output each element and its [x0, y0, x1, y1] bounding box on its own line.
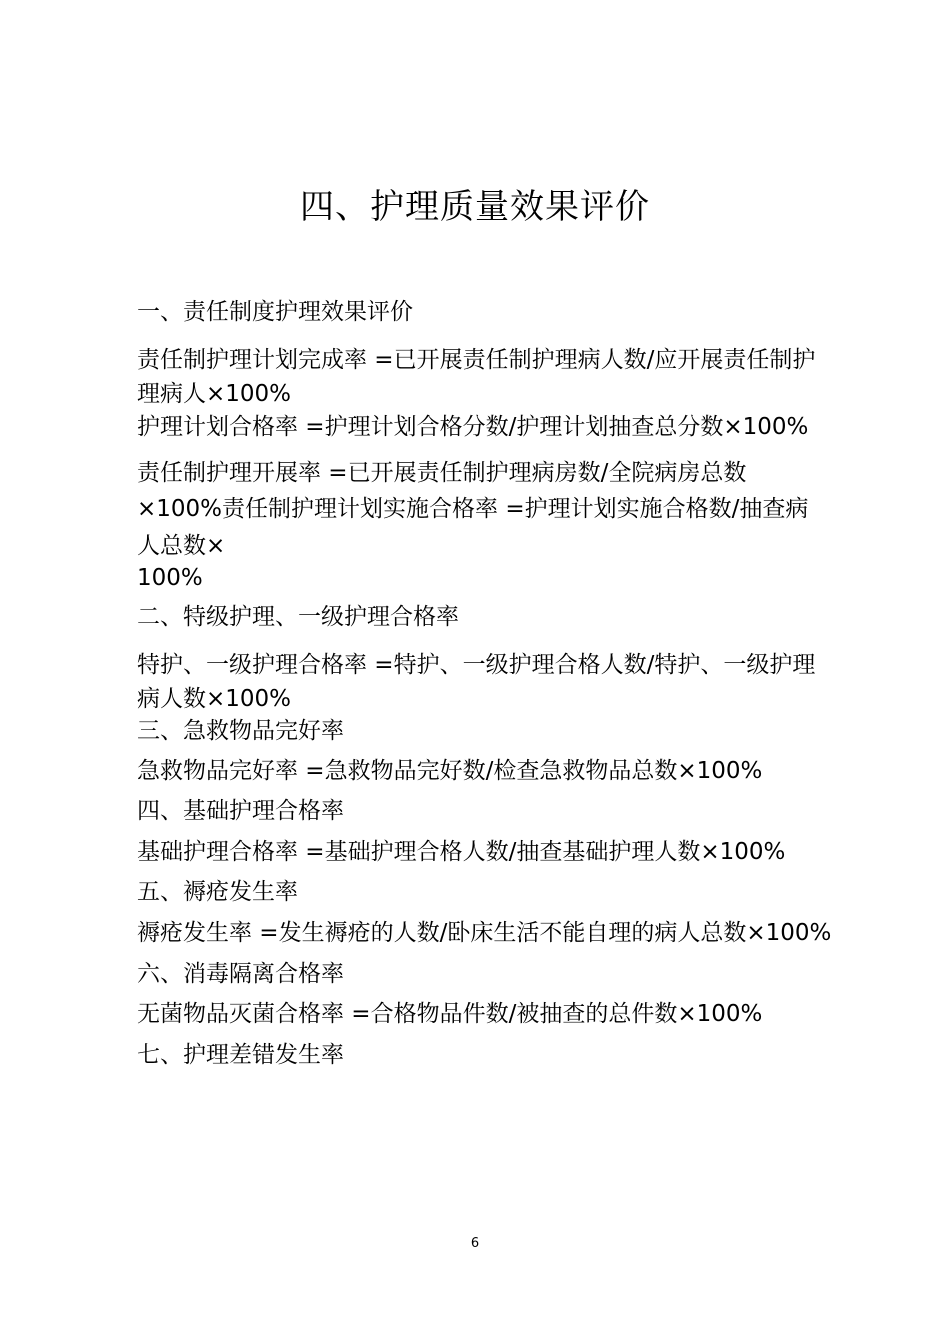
formula-implementation-rate-cont: ×100%责任制护理计划实施合格率 =护理计划实施合格数/抽查病 [137, 496, 809, 522]
formula-implementation-rate: 责任制护理开展率 =已开展责任制护理病房数/全院病房总数 [137, 460, 747, 486]
formula-implementation-rate-cont3: 100% [137, 565, 203, 591]
section-heading-emergency-items: 三、急救物品完好率 [137, 718, 344, 744]
section-heading-bedsore: 五、褥疮发生率 [137, 879, 298, 905]
formula-basic-care-pass-rate: 基础护理合格率 =基础护理合格人数/抽查基础护理人数×100% [137, 839, 786, 865]
page-title: 四、护理质量效果评价 [300, 187, 650, 227]
section-heading-responsibility-system: 一、责任制度护理效果评价 [137, 299, 413, 325]
section-heading-nursing-error: 七、护理差错发生率 [137, 1042, 344, 1068]
formula-emergency-items-rate: 急救物品完好率 =急救物品完好数/检查急救物品总数×100% [137, 758, 763, 784]
formula-special-care-pass-rate-cont: 病人数×100% [137, 686, 292, 712]
section-heading-disinfection: 六、消毒隔离合格率 [137, 961, 344, 987]
formula-plan-completion-rate: 责任制护理计划完成率 =已开展责任制护理病人数/应开展责任制护 [137, 347, 816, 373]
formula-sterilization-pass-rate: 无菌物品灭菌合格率 =合格物品件数/被抽查的总件数×100% [137, 1001, 763, 1027]
section-heading-special-care: 二、特级护理、一级护理合格率 [137, 604, 459, 630]
section-heading-basic-care: 四、基础护理合格率 [137, 798, 344, 824]
formula-plan-pass-rate: 护理计划合格率 =护理计划合格分数/护理计划抽查总分数×100% [137, 414, 809, 440]
formula-special-care-pass-rate: 特护、一级护理合格率 =特护、一级护理合格人数/特护、一级护理 [137, 652, 816, 678]
page-number: 6 [470, 1236, 480, 1251]
formula-plan-completion-rate-cont: 理病人×100% [137, 381, 292, 407]
formula-implementation-rate-cont2: 人总数× [137, 533, 226, 559]
formula-bedsore-rate: 褥疮发生率 =发生褥疮的人数/卧床生活不能自理的病人总数×100% [137, 920, 832, 946]
